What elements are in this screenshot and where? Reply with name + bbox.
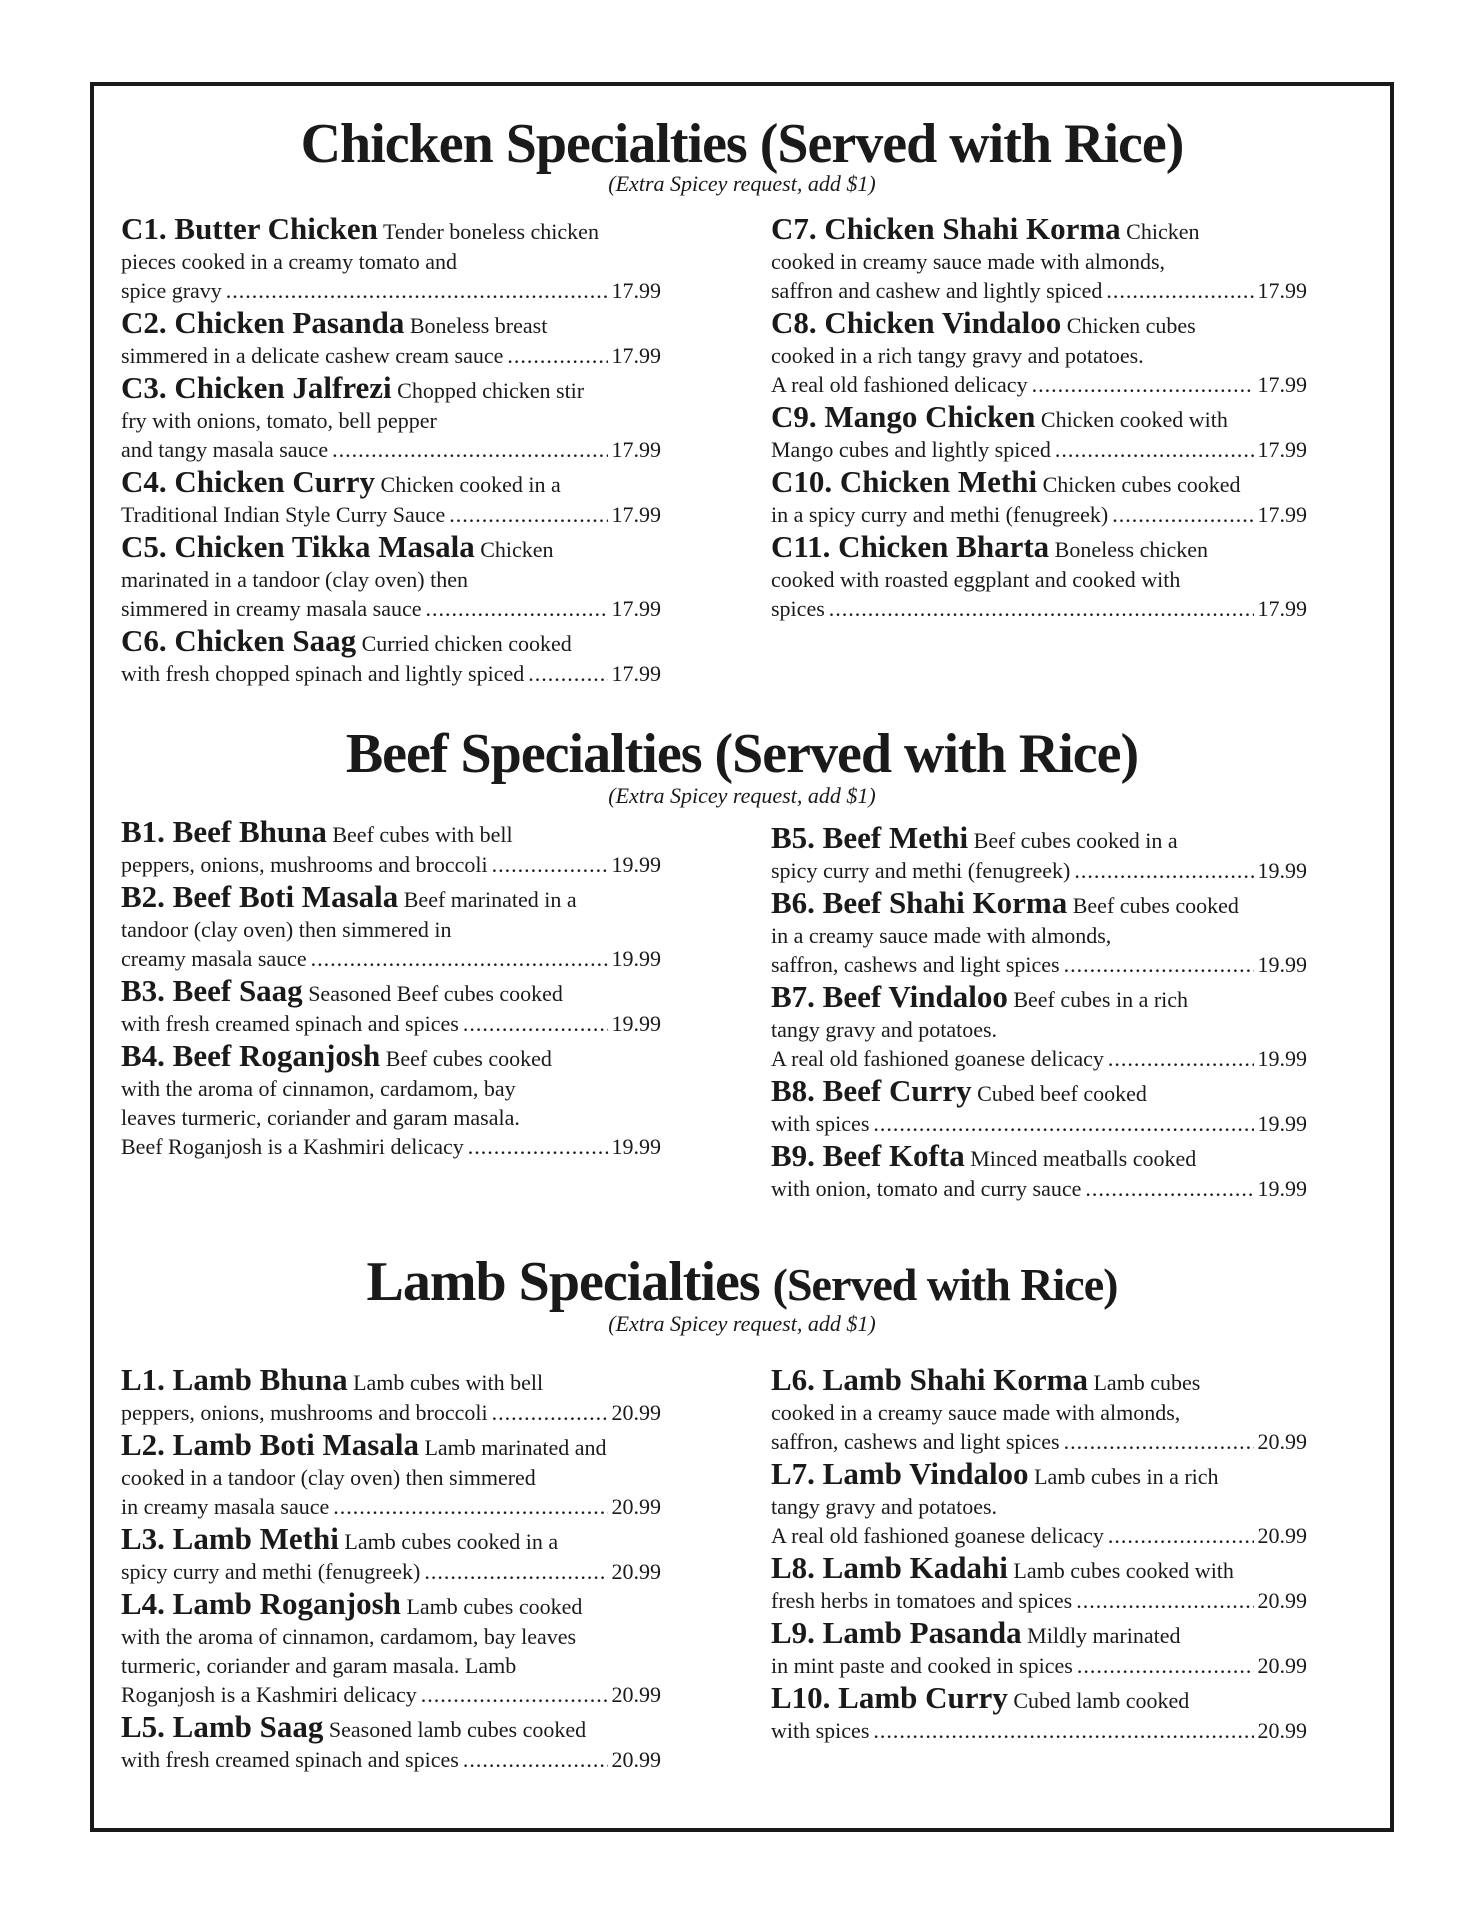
menu-item [121, 623, 661, 688]
menu-item-name: B9. Beef Kofta [771, 1138, 965, 1173]
menu-item-description: Boneless chicken [1054, 537, 1209, 562]
menu-item [121, 879, 661, 973]
menu-item-description: and tangy masala sauce [121, 437, 329, 462]
menu-item-description: Cubed beef cooked [977, 1081, 1147, 1106]
menu-item-description: turmeric, coriander and garam masala. Lamb [121, 1653, 517, 1678]
menu-item-description: Mildly marinated [1027, 1623, 1181, 1648]
dot-leader [1077, 1651, 1254, 1680]
beef-section-note: (Extra Spicey request, add $1) [608, 783, 876, 808]
menu-item-price: 17.99 [1257, 372, 1307, 397]
dot-leader [463, 1745, 608, 1774]
dot-leader [873, 1109, 1253, 1138]
menu-item-name: C2. Chicken Pasanda [121, 305, 405, 340]
beef-right-column [771, 820, 1307, 1203]
menu-item-price: 20.99 [611, 1682, 661, 1707]
menu-item-description: Lamb cubes with bell [353, 1370, 544, 1395]
chicken-section-title: Chicken Specialties (Served with Rice) [300, 113, 1184, 175]
chicken-left-column [121, 211, 661, 688]
chicken-section-note: (Extra Spicey request, add $1) [608, 171, 876, 196]
menu-item-name: B5. Beef Methi [771, 820, 969, 855]
lamb-section-title: Lamb Specialties (Served with Rice) [366, 1251, 1118, 1313]
menu-item-description: cooked in creamy sauce made with almonds, [771, 249, 1166, 274]
dot-leader [1064, 1427, 1254, 1456]
menu-item-name: C11. Chicken Bharta [771, 529, 1050, 564]
menu-item [121, 814, 661, 879]
menu-item-description: with fresh creamed spinach and spices [121, 1747, 459, 1772]
menu-item-name: C1. Butter Chicken [121, 211, 378, 246]
menu-item-description: spicy curry and methi (fenugreek) [121, 1559, 421, 1584]
dot-leader [468, 1132, 608, 1161]
menu-item-description: with the aroma of cinnamon, cardamom, bay leaves [121, 1624, 577, 1649]
dot-leader [1108, 1044, 1254, 1073]
menu-item [771, 399, 1307, 464]
menu-item-description: leaves turmeric, coriander and garam masala. [121, 1105, 520, 1130]
menu-item-description: Curried chicken cooked [361, 631, 572, 656]
menu-item-description: in a creamy sauce made with almonds, [771, 923, 1112, 948]
menu-item-name: C4. Chicken Curry [121, 464, 376, 499]
dot-leader [492, 1398, 608, 1427]
dot-leader [1108, 1521, 1254, 1550]
menu-item [121, 464, 661, 529]
menu-item-name: B8. Beef Curry [771, 1073, 972, 1108]
menu-item-description: Cubed lamb cooked [1013, 1688, 1190, 1713]
menu-item-description: spicy curry and methi (fenugreek) [771, 858, 1071, 883]
menu-item-price: 19.99 [1257, 1111, 1307, 1136]
menu-item-description: Seasoned lamb cubes cooked [328, 1717, 587, 1742]
menu-item-description: Lamb cubes cooked [406, 1594, 583, 1619]
dot-leader [1032, 370, 1254, 399]
menu-item-name: C6. Chicken Saag [121, 623, 357, 658]
menu-item-description: saffron, cashews and light spices [771, 1429, 1060, 1454]
menu-item-description: Mango cubes and lightly spiced [771, 437, 1051, 462]
menu-item-description: Beef marinated in a [403, 887, 577, 912]
menu-item-name: L1. Lamb Bhuna [121, 1362, 348, 1397]
menu-item-description: with fresh creamed spinach and spices [121, 1011, 459, 1036]
menu-item-price: 20.99 [1257, 1429, 1307, 1454]
menu-item-name: L7. Lamb Vindaloo [771, 1456, 1029, 1491]
menu-item-description: Beef cubes cooked [385, 1046, 552, 1071]
menu-item-name: L9. Lamb Pasanda [771, 1615, 1022, 1650]
menu-item-description: spices [771, 596, 825, 621]
menu-item-description: with the aroma of cinnamon, cardamom, bay [121, 1076, 516, 1101]
lamb-left-column [121, 1362, 661, 1774]
menu-item-price: 19.99 [1257, 952, 1307, 977]
menu-item-price: 17.99 [611, 596, 661, 621]
menu-item-name: L5. Lamb Saag [121, 1709, 324, 1744]
menu-item-price: 17.99 [611, 278, 661, 303]
menu-item [771, 211, 1307, 305]
menu-item-name: C7. Chicken Shahi Korma [771, 211, 1121, 246]
menu-item-description: cooked with roasted eggplant and cooked with [771, 567, 1181, 592]
menu-item-name: B7. Beef Vindaloo [771, 979, 1008, 1014]
menu-item-description: cooked in a rich tangy gravy and potatoes. [771, 343, 1144, 368]
dot-leader [333, 1492, 607, 1521]
dot-leader [1064, 950, 1254, 979]
menu-item-description: tangy gravy and potatoes. [771, 1494, 998, 1519]
menu-item-price: 20.99 [1257, 1653, 1307, 1678]
menu-item-description: Chicken cooked with [1040, 407, 1228, 432]
menu-item-price: 19.99 [1257, 1046, 1307, 1071]
dot-leader [1112, 500, 1253, 529]
menu-item-price: 19.99 [1257, 1176, 1307, 1201]
menu-item [771, 464, 1307, 529]
menu-item-name: L10. Lamb Curry [771, 1680, 1008, 1715]
menu-item-description: Roganjosh is a Kashmiri delicacy [121, 1682, 417, 1707]
menu-item-price: 19.99 [611, 946, 661, 971]
menu-item-name: B6. Beef Shahi Korma [771, 885, 1068, 920]
menu-item [771, 1615, 1307, 1680]
menu-item-description: Chicken cubes [1066, 313, 1196, 338]
menu-item [121, 211, 661, 305]
menu-item-description: with spices [771, 1718, 870, 1743]
dot-leader [226, 276, 608, 305]
menu-item-name: C10. Chicken Methi [771, 464, 1038, 499]
dot-leader [1055, 435, 1254, 464]
menu-item-description: fresh herbs in tomatoes and spices [771, 1588, 1073, 1613]
menu-item-name: L3. Lamb Methi [121, 1521, 339, 1556]
menu-item [121, 1427, 661, 1521]
menu-item-description: A real old fashioned delicacy [771, 372, 1028, 397]
menu-item-description: creamy masala sauce [121, 946, 307, 971]
menu-item-description: Lamb cubes cooked with [1013, 1558, 1234, 1583]
menu-item [771, 1680, 1307, 1745]
menu-item-description: Beef cubes cooked [1072, 893, 1239, 918]
menu-item [121, 1521, 661, 1586]
dot-leader [311, 944, 608, 973]
menu-item-description: peppers, onions, mushrooms and broccoli [121, 852, 488, 877]
menu-item-description: simmered in creamy masala sauce [121, 596, 422, 621]
menu-item [121, 973, 661, 1038]
menu-item-description: saffron and cashew and lightly spiced [771, 278, 1103, 303]
menu-item [121, 1709, 661, 1774]
menu-item-name: B3. Beef Saag [121, 973, 303, 1008]
menu-item-description: fry with onions, tomato, bell pepper [121, 408, 437, 433]
menu-item-price: 20.99 [1257, 1523, 1307, 1548]
menu-item-price: 20.99 [1257, 1588, 1307, 1613]
menu-item-description: in a spicy curry and methi (fenugreek) [771, 502, 1109, 527]
menu-item-price: 19.99 [611, 852, 661, 877]
menu-item [121, 1038, 661, 1161]
menu-item-name: B4. Beef Roganjosh [121, 1038, 381, 1073]
menu-item-price: 17.99 [1257, 437, 1307, 462]
menu-item [771, 1362, 1307, 1456]
menu-item-description: Lamb cubes cooked in a [344, 1529, 559, 1554]
menu-item-name: L8. Lamb Kadahi [771, 1550, 1008, 1585]
menu-item [771, 885, 1307, 979]
menu-item-description: tandoor (clay oven) then simmered in [121, 917, 452, 942]
lamb-right-column [771, 1362, 1307, 1745]
dot-leader [1085, 1174, 1253, 1203]
menu-item-description: in creamy masala sauce [121, 1494, 330, 1519]
lamb-section-note: (Extra Spicey request, add $1) [608, 1311, 876, 1336]
menu-item-price: 20.99 [611, 1400, 661, 1425]
menu-item-price: 19.99 [1257, 858, 1307, 883]
menu-item-name: C8. Chicken Vindaloo [771, 305, 1062, 340]
dot-leader [421, 1680, 608, 1709]
menu-item-description: spice gravy [121, 278, 222, 303]
menu-item-description: Traditional Indian Style Curry Sauce [121, 502, 446, 527]
menu-item-description: Seasoned Beef cubes cooked [308, 981, 563, 1006]
menu-item [121, 305, 661, 370]
menu-item-name: B2. Beef Boti Masala [121, 879, 399, 914]
menu-item-description: Lamb marinated and [424, 1435, 607, 1460]
menu-item-description: Chicken cooked in a [380, 472, 561, 497]
menu-item-description: cooked in a tandoor (clay oven) then simmered [121, 1465, 536, 1490]
menu-item-price: 17.99 [1257, 278, 1307, 303]
chicken-right-column [771, 211, 1307, 623]
menu-item-name: B1. Beef Bhuna [121, 814, 327, 849]
menu-item-price: 20.99 [611, 1559, 661, 1584]
menu-item-description: simmered in a delicate cashew cream sauce [121, 343, 504, 368]
menu-item [121, 1362, 661, 1427]
menu-item-price: 19.99 [611, 1011, 661, 1036]
menu-item-price: 17.99 [611, 437, 661, 462]
menu-item-name: L4. Lamb Roganjosh [121, 1586, 401, 1621]
menu-item-description: Chopped chicken stir [397, 378, 585, 403]
menu-item-description: Lamb cubes [1093, 1370, 1201, 1395]
menu-item-description: Chicken [1126, 219, 1200, 244]
menu-item-price: 17.99 [1257, 596, 1307, 621]
menu-item [771, 1456, 1307, 1550]
menu-item-description: Beef cubes with bell [332, 822, 513, 847]
menu-item-description: A real old fashioned goanese delicacy [771, 1523, 1104, 1548]
menu-item-price: 17.99 [611, 343, 661, 368]
menu-item-description: Beef cubes in a rich [1013, 987, 1189, 1012]
dot-leader [1106, 276, 1253, 305]
menu-item-description: Beef Roganjosh is a Kashmiri delicacy [121, 1134, 464, 1159]
menu-item-description: Minced meatballs cooked [970, 1146, 1197, 1171]
dot-leader [873, 1716, 1253, 1745]
menu-item [121, 529, 661, 623]
dot-leader [332, 435, 607, 464]
menu-item-description: peppers, onions, mushrooms and broccoli [121, 1400, 488, 1425]
menu-item-name: C9. Mango Chicken [771, 399, 1036, 434]
menu-item-description: tangy gravy and potatoes. [771, 1017, 998, 1042]
menu-item-description: pieces cooked in a creamy tomato and [121, 249, 457, 274]
menu-item-price: 20.99 [1257, 1718, 1307, 1743]
menu-item-description: with onion, tomato and curry sauce [771, 1176, 1082, 1201]
dot-leader [449, 500, 607, 529]
menu-item-name: C3. Chicken Jalfrezi [121, 370, 392, 405]
beef-left-column [121, 814, 661, 1161]
menu-item-price: 19.99 [611, 1134, 661, 1159]
dot-leader [1076, 1586, 1253, 1615]
menu-item-description: saffron, cashews and light spices [771, 952, 1060, 977]
menu-item-name: L6. Lamb Shahi Korma [771, 1362, 1088, 1397]
menu-item-description: Chicken cubes cooked [1042, 472, 1241, 497]
menu-item [771, 1138, 1307, 1203]
menu-item [771, 820, 1307, 885]
dot-leader [492, 850, 608, 879]
menu-item-price: 17.99 [611, 502, 661, 527]
menu-item-description: Boneless breast [409, 313, 548, 338]
menu-item-description: Tender boneless chicken [383, 219, 599, 244]
menu-item [771, 1550, 1307, 1615]
menu-item [771, 529, 1307, 623]
menu-item-description: A real old fashioned goanese delicacy [771, 1046, 1104, 1071]
beef-section-title: Beef Specialties (Served with Rice) [345, 723, 1139, 785]
menu-item-description: Beef cubes cooked in a [973, 828, 1178, 853]
menu-item-name: L2. Lamb Boti Masala [121, 1427, 419, 1462]
menu-item-description: marinated in a tandoor (clay oven) then [121, 567, 468, 592]
dot-leader [528, 659, 607, 688]
menu-item [771, 305, 1307, 399]
menu-item-description: with fresh chopped spinach and lightly spiced [121, 661, 525, 686]
menu-item [771, 1073, 1307, 1138]
menu-item-description: Chicken [480, 537, 554, 562]
menu-item-price: 20.99 [611, 1494, 661, 1519]
menu-item-name: C5. Chicken Tikka Masala [121, 529, 475, 564]
menu-item-description: in mint paste and cooked in spices [771, 1653, 1073, 1678]
dot-leader [463, 1009, 608, 1038]
menu-item-description: cooked in a creamy sauce made with almonds, [771, 1400, 1181, 1425]
dot-leader [829, 594, 1254, 623]
dot-leader [424, 1557, 607, 1586]
menu-item-price: 17.99 [1257, 502, 1307, 527]
menu-item-description: Lamb cubes in a rich [1034, 1464, 1219, 1489]
menu-item [121, 1586, 661, 1709]
menu-item-price: 20.99 [611, 1747, 661, 1772]
menu-item [121, 370, 661, 464]
dot-leader [1074, 856, 1253, 885]
menu-item-description: with spices [771, 1111, 870, 1136]
dot-leader [426, 594, 608, 623]
menu-item [771, 979, 1307, 1073]
dot-leader [507, 341, 607, 370]
menu-item-price: 17.99 [611, 661, 661, 686]
